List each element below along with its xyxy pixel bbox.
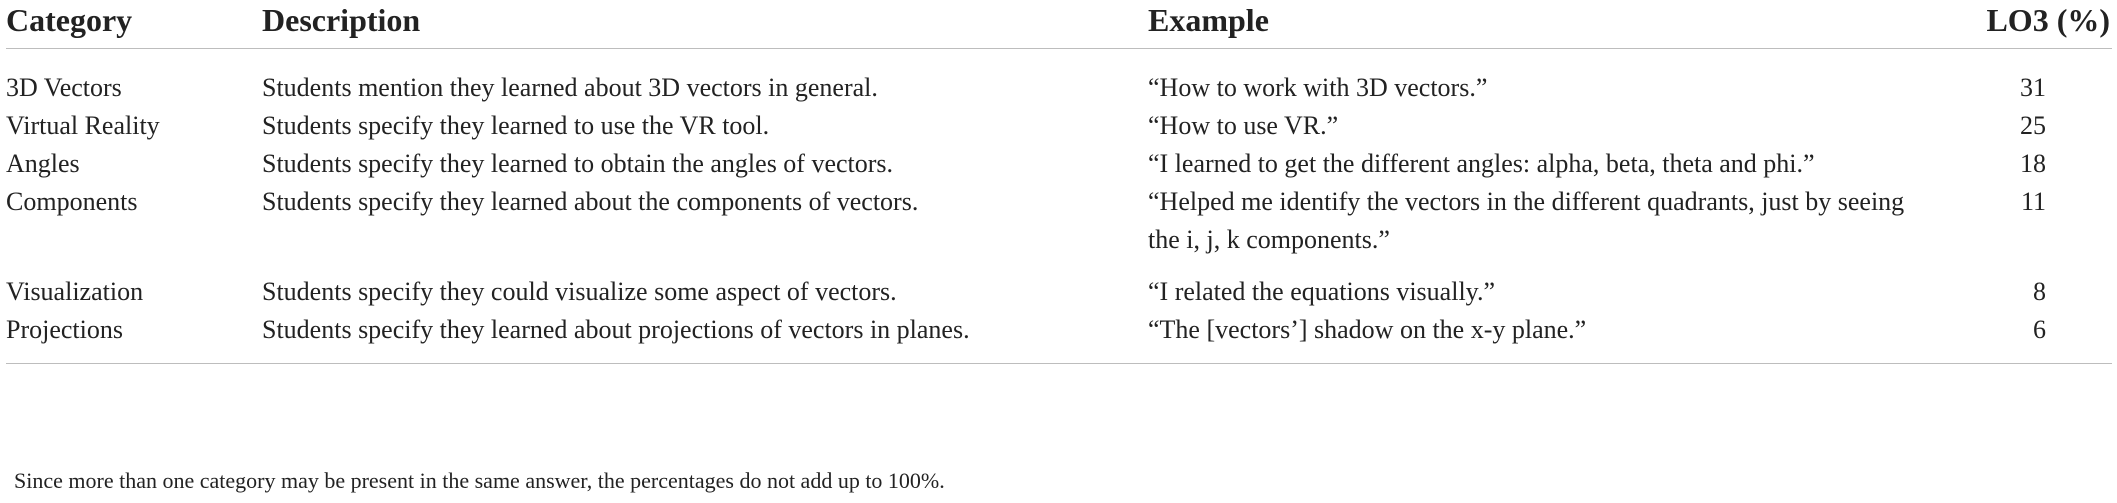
cell-description: Students specify they could visualize some aspect of vectors.	[262, 277, 897, 306]
cell-example: “I related the equations visually.”	[1148, 277, 1496, 306]
header-example: Example	[1148, 0, 1948, 49]
cell-example: “The [vectors’] shadow on the x-y plane.”	[1148, 311, 1948, 364]
cell-description: Students specify they learned about projections of vectors in planes.	[262, 311, 1148, 364]
cell-lo3: 18	[2020, 149, 2046, 178]
cell-category: Projections	[6, 311, 262, 364]
cell-example: “How to use VR.”	[1148, 111, 1339, 140]
cell-lo3: 8	[2033, 277, 2046, 306]
results-table-container	[6, 0, 2112, 364]
cell-category: Visualization	[6, 277, 144, 306]
header-category: Category	[6, 0, 262, 49]
table-row	[6, 145, 2112, 183]
cell-example: “Helped me identify the vectors in the different quadrants, just by seeing the i, j, k components.”	[1148, 187, 1905, 254]
table-body	[6, 49, 2112, 364]
cell-description: Students specify they learned to obtain the angles of vectors.	[262, 149, 894, 178]
cell-example: “How to work with 3D vectors.”	[1148, 73, 1488, 102]
cell-category: Components	[6, 187, 138, 216]
table-row	[6, 311, 2112, 364]
header-row	[6, 0, 2112, 49]
cell-lo3: 25	[2020, 111, 2046, 140]
cell-category: Angles	[6, 149, 80, 178]
table-row	[6, 49, 2112, 108]
table-row	[6, 107, 2112, 145]
cell-category: 3D Vectors	[6, 73, 122, 102]
cell-category: Virtual Reality	[6, 111, 160, 140]
header-lo3-percent: LO3 (%)	[1948, 0, 2112, 49]
cell-lo3: 11	[2020, 187, 2046, 216]
cell-description: Students specify they learned about the components of vectors.	[262, 187, 919, 216]
results-table	[6, 0, 2112, 364]
cell-description: Students mention they learned about 3D vectors in general.	[262, 73, 878, 102]
table-footnote: Since more than one category may be present in the same answer, the percentages do not add up to 100%.	[14, 468, 945, 493]
cell-lo3: 31	[2020, 73, 2046, 102]
table-header	[6, 0, 2112, 49]
cell-description: Students specify they learned to use the VR tool.	[262, 111, 770, 140]
cell-example: “I learned to get the different angles: alpha, beta, theta and phi.”	[1148, 149, 1815, 178]
header-description: Description	[262, 0, 1148, 49]
cell-lo3: 6	[1948, 311, 2112, 364]
table-row	[6, 183, 2112, 273]
table-row	[6, 273, 2112, 311]
